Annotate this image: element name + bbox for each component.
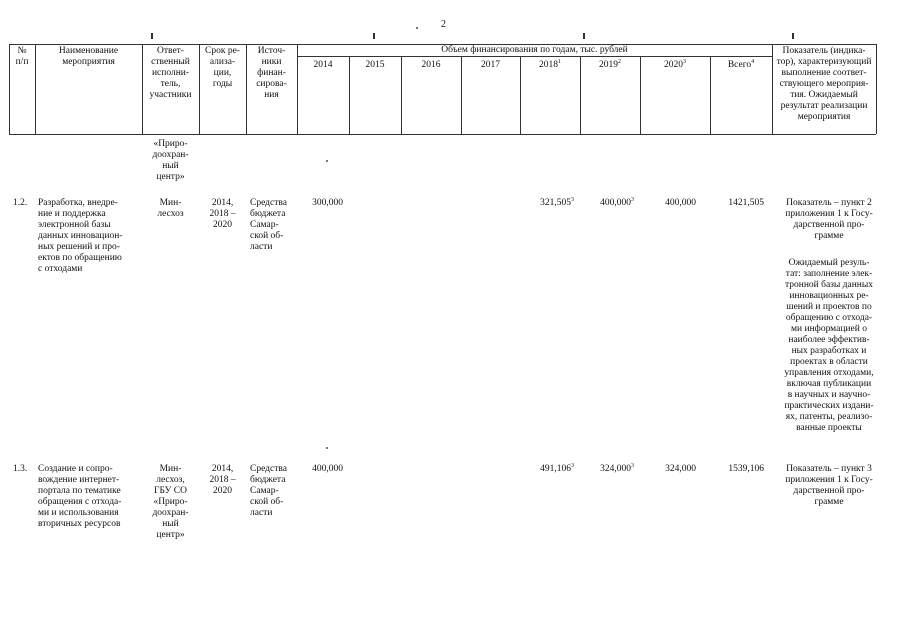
row-source-line: Средства [250, 198, 287, 208]
header-year-7-footnote: 3 [683, 59, 686, 65]
row-number [13, 198, 35, 209]
row-value-2019-text: 324,000 [600, 464, 631, 474]
header-name-line: Наименование [58, 46, 119, 56]
header-year-5 [520, 60, 580, 71]
header-bottom-border [9, 134, 876, 135]
row-value-2019-text: 400,000 [600, 198, 631, 208]
header-term-line: годы [212, 79, 233, 89]
header-funding-title-text: Объем финансирования по годам, тыс. рублей [441, 45, 628, 55]
row-value-total-text: 1421,505 [728, 198, 764, 208]
header-indicator-line: ствующего мероприя- [779, 79, 869, 89]
row-indicator [772, 464, 886, 508]
row-indicator-line: приложения 1 к Госу- [785, 209, 873, 219]
row-name-line: Разработка, внедре- [38, 198, 118, 208]
row-name-line: ми и использования [38, 508, 119, 518]
row-value-2014 [297, 198, 343, 209]
row-expected-result-line: ях, патенты, реализо- [785, 412, 873, 422]
row-indicator-line: грамме [814, 497, 844, 507]
row-source-line: ской об- [250, 231, 284, 241]
row-expected-result-line: ных разработках и [791, 346, 867, 356]
header-year-5-footnote: 1 [558, 59, 561, 65]
header-indicator-line: мероприятия [797, 112, 851, 122]
page-number: 2 [441, 19, 446, 30]
header-indicator-line: Показатель (индика- [782, 46, 866, 56]
row-term [199, 464, 246, 497]
header-indicator-line: результат реализации [780, 101, 868, 111]
row-value-2019 [580, 464, 634, 475]
row-expected-result-line: включая публикации [786, 379, 872, 389]
row-value-total [710, 198, 764, 209]
row-name-line: данных инновацион- [38, 231, 123, 241]
header-executor-line: Ответ- [157, 46, 184, 56]
row-expected-result-line: в научных и научно- [787, 390, 871, 400]
continuation-executor [142, 139, 199, 183]
row-executor-line: лесхоз, [156, 475, 185, 485]
row-source [250, 198, 301, 253]
row-source-line: ской об- [250, 497, 284, 507]
row-name-line: вторичных ресурсов [38, 519, 121, 529]
row-expected-result-line: ванные проекты [796, 423, 862, 433]
header-tick-mark [151, 33, 153, 39]
row-source-line: ласти [250, 508, 273, 518]
header-year-3-text: 2016 [421, 60, 441, 70]
header-term-line: ции, [213, 68, 232, 78]
row-value-2020 [640, 198, 696, 209]
row-indicator-line: дарственной про- [793, 220, 865, 230]
row-value-2019-footnote: 3 [631, 197, 634, 203]
row-number [13, 464, 35, 475]
row-executor [142, 464, 199, 541]
header-source-line: ники [261, 57, 282, 67]
row-value-2018 [520, 198, 574, 209]
row-indicator-line: приложения 1 к Госу- [785, 475, 873, 485]
header-column-border [876, 44, 877, 134]
row-value-2020-text: 400,000 [665, 198, 696, 208]
header-tick-mark [373, 33, 375, 39]
row-expected-result [772, 258, 886, 434]
row-expected-result-line: управления отходами, [784, 368, 874, 378]
row-value-2020-text: 324,000 [665, 464, 696, 474]
row-name-line: вождение интернет- [38, 475, 120, 485]
scan-dot [326, 447, 328, 449]
row-number-text: 1.3. [13, 464, 28, 474]
header-year-3 [401, 60, 461, 71]
header-column-border [297, 44, 298, 134]
header-source [246, 46, 297, 101]
row-expected-result-line: Ожидаемый резуль- [788, 258, 870, 268]
row-term-line: 2014, [211, 464, 234, 474]
row-expected-result-line: шений и проектов по [786, 302, 872, 312]
row-expected-result-line: ми информацией о [791, 324, 867, 334]
row-expected-result-line: обращению с отхода- [785, 313, 873, 323]
row-indicator-line: Показатель – пункт 3 [786, 464, 872, 474]
row-value-2018-text: 321,505 [540, 198, 571, 208]
header-tick-mark [583, 33, 585, 39]
row-value-2020 [640, 464, 696, 475]
header-name [35, 46, 142, 68]
row-indicator-line: дарственной про- [793, 486, 865, 496]
header-num-line: п/п [15, 57, 29, 67]
row-name [38, 198, 142, 275]
row-indicator-line: грамме [814, 231, 844, 241]
header-funding-title [297, 45, 772, 56]
header-executor [142, 46, 199, 101]
scan-dot [416, 27, 418, 29]
row-name-line: обращения с отхода- [38, 497, 122, 507]
header-year-2 [349, 60, 401, 71]
row-expected-result-line: тронной базы данных [784, 280, 874, 290]
header-year-2-text: 2015 [365, 60, 385, 70]
header-year-7-text: 2020 [664, 60, 683, 70]
row-name-line: ние и поддержка [38, 209, 106, 219]
row-value-2019-footnote: 3 [631, 463, 634, 469]
row-source-line: бюджета [250, 209, 286, 219]
row-term-line: 2020 [213, 486, 232, 496]
row-source-line: Самар- [250, 220, 279, 230]
row-term-line: 2018 – [209, 209, 236, 219]
header-source-line: сирова- [256, 79, 287, 89]
row-executor-line: Мин- [159, 464, 182, 474]
row-executor-line: ГБУ СО [154, 486, 187, 496]
row-source-line: Средства [250, 464, 287, 474]
row-expected-result-line: проектах в области [790, 357, 868, 367]
row-executor-line: «Приро- [153, 497, 188, 507]
header-source-line: ния [264, 90, 279, 100]
header-source-line: Источ- [257, 46, 286, 56]
row-indicator [772, 198, 886, 242]
row-term-line: 2020 [213, 220, 232, 230]
row-number-text: 1.2. [13, 198, 28, 208]
row-indicator-line: Показатель – пункт 2 [786, 198, 872, 208]
header-indicator [772, 46, 876, 123]
header-num [9, 46, 35, 68]
header-term [199, 46, 246, 90]
row-term-line: 2018 – [209, 475, 236, 485]
row-source-line: Самар- [250, 486, 279, 496]
header-year-8 [710, 60, 772, 71]
row-executor-line: ный [162, 519, 179, 529]
header-tick-mark [792, 33, 794, 39]
continuation-executor-line: «Приро- [153, 139, 188, 149]
header-year-6-text: 2019 [599, 60, 618, 70]
row-expected-result-line: тат: заполнение элек- [785, 269, 873, 279]
row-term-line: 2014, [211, 198, 234, 208]
row-expected-result-line: инновационных ре- [789, 291, 869, 301]
row-expected-result-line: наиболее эффектив- [788, 335, 870, 345]
row-executor-line: лесхоз [157, 209, 184, 219]
row-name-line: ных решений и про- [38, 242, 120, 252]
header-year-4 [461, 60, 520, 71]
row-value-2019 [580, 198, 634, 209]
header-term-line: Срок ре- [205, 46, 240, 56]
row-value-2018-footnote: 3 [571, 197, 574, 203]
row-name-line: с отходами [38, 264, 83, 274]
header-num-line: № [17, 46, 27, 56]
header-year-8-text: Всего [727, 60, 752, 70]
header-indicator-line: тия. Ожидаемый [790, 90, 858, 100]
header-term-line: ализа- [209, 57, 236, 67]
row-value-2018 [520, 464, 574, 475]
row-value-2014 [297, 464, 343, 475]
row-executor-line: доохран- [152, 508, 189, 518]
row-name [38, 464, 142, 530]
row-name-line: портала по тематике [38, 486, 121, 496]
continuation-executor-line: центр» [156, 172, 185, 182]
header-year-4-text: 2017 [481, 60, 500, 70]
header-source-line: финан- [257, 68, 286, 78]
funding-subheader-border [297, 56, 772, 57]
row-value-2018-text: 491,106 [540, 464, 571, 474]
continuation-executor-line: ный [162, 161, 179, 171]
row-name-line: Создание и сопро- [38, 464, 113, 474]
row-term [199, 198, 246, 231]
row-executor-line: центр» [156, 530, 185, 540]
continuation-executor-line: доохран- [152, 150, 189, 160]
row-value-2014-text: 400,000 [312, 464, 343, 474]
row-name-line: электронной базы [38, 220, 111, 230]
header-year-1-text: 2014 [313, 60, 333, 70]
header-year-6 [580, 60, 640, 71]
header-executor-line: участники [149, 90, 192, 100]
header-year-7 [640, 60, 710, 71]
row-source-line: ласти [250, 242, 273, 252]
row-source [250, 464, 301, 519]
header-year-5-text: 2018 [539, 60, 558, 70]
row-source-line: бюджета [250, 475, 286, 485]
row-expected-result-line: практических издани- [784, 401, 874, 411]
scan-dot [326, 160, 328, 162]
row-executor [142, 198, 199, 220]
row-name-line: ектов по обращению [38, 253, 122, 263]
header-year-1 [297, 60, 349, 71]
header-executor-line: ственный [151, 57, 190, 67]
header-indicator-line: выполнение соответ- [781, 68, 867, 78]
row-value-total-text: 1539,106 [728, 464, 764, 474]
header-executor-line: исполни- [151, 68, 190, 78]
header-year-6-footnote: 2 [618, 59, 621, 65]
header-indicator-line: тор), характеризующий [776, 57, 872, 67]
row-value-2014-text: 300,000 [312, 198, 343, 208]
header-year-8-footnote: 4 [751, 59, 755, 65]
row-value-total [710, 464, 764, 475]
row-executor-line: Мин- [159, 198, 182, 208]
row-value-2018-footnote: 3 [571, 463, 574, 469]
header-executor-line: тель, [160, 79, 181, 89]
header-name-line: мероприятия [62, 57, 115, 67]
